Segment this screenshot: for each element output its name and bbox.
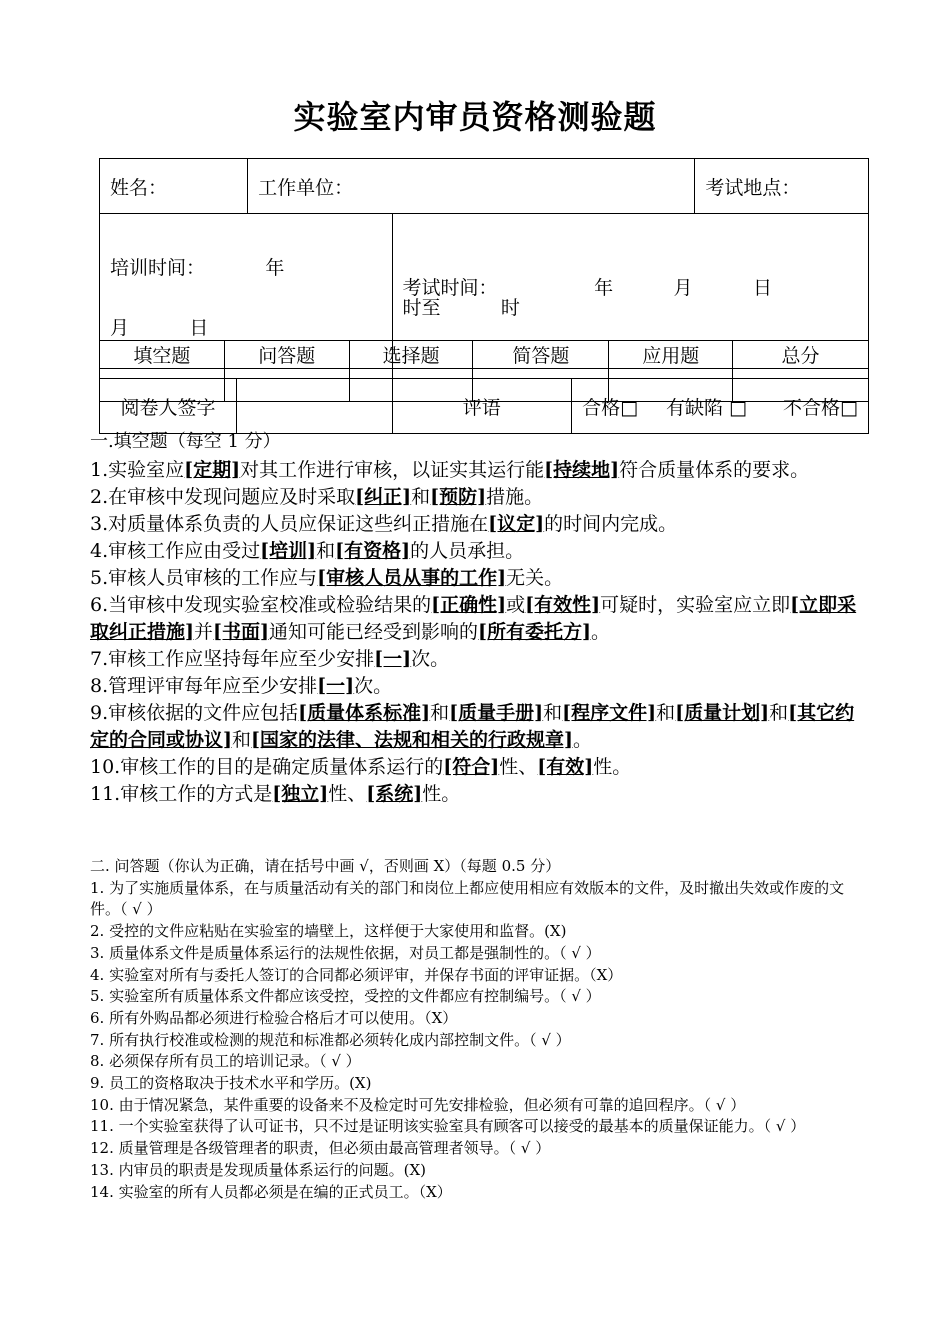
- score-cell-total[interactable]: [733, 369, 869, 402]
- answer-blank: [预防]: [430, 486, 487, 508]
- answer-blank: [程序文件]: [562, 702, 657, 724]
- answer-blank: [系统]: [366, 783, 423, 805]
- true-false-item: 1. 为了实施质量体系，在与质量活动有关的部门和岗位上都应使用相应有效版本的文件，及时撤出失效或作废的文件。（ √ ）: [90, 878, 845, 919]
- answer-blank: [纠正]: [355, 486, 412, 508]
- true-false-item: 11. 一个实验室获得了认可证书，只不过是证明该实验室具有顾客可以接受的最基本的质量保证能力。（ √ ）: [90, 1117, 806, 1136]
- answer-blank: [一]: [374, 648, 412, 670]
- section-fill-blank-heading: 一.填空题（每空 1 分）: [90, 431, 281, 452]
- score-header-short-answer: 简答题: [473, 341, 609, 369]
- question-text: 的人员承担。: [410, 540, 525, 562]
- score-table: [99, 340, 869, 402]
- fill-blank-item: [90, 592, 865, 646]
- question-text: 无关。: [506, 567, 564, 589]
- true-false-item: 9. 员工的资格取决于技术水平和学历。(X): [90, 1074, 372, 1093]
- fill-blank-item: [90, 754, 865, 781]
- question-text: 措施。: [486, 486, 544, 508]
- score-header-choice: 选择题: [349, 341, 473, 369]
- training-time-line1: 培训时间： 年: [110, 257, 285, 279]
- true-false-item: 14. 实验室的所有人员都必须是在编的正式员工。（X）: [90, 1182, 452, 1201]
- exam-time-line1: 考试时间： 年 月 日: [402, 277, 772, 299]
- question-text: 11.审核工作的方式是: [90, 783, 273, 805]
- question-text: 性。: [593, 756, 632, 778]
- fill-blank-item: [90, 781, 865, 808]
- answer-blank: [定期]: [184, 459, 241, 481]
- fill-blank-list: [90, 457, 865, 808]
- answer-blank: [质量体系标准]: [298, 702, 431, 724]
- fill-blank-item: [90, 538, 865, 565]
- question-text: 的时间内完成。: [544, 513, 678, 535]
- answer-blank: [有效性]: [525, 594, 601, 616]
- question-text: 和: [543, 702, 563, 724]
- score-header-application: 应用题: [609, 341, 733, 369]
- name-cell: [100, 159, 248, 214]
- question-text: 10.审核工作的目的是确定质量体系运行的: [90, 756, 444, 778]
- question-text: 符合质量体系的要求。: [619, 459, 810, 481]
- answer-blank: [质量计划]: [675, 702, 770, 724]
- answer-blank: [立即采取纠正措施]: [90, 594, 857, 643]
- fill-blank-item: [90, 646, 865, 673]
- score-cell-application[interactable]: [609, 369, 733, 402]
- score-cell-short-answer[interactable]: [473, 369, 609, 402]
- score-header-total: 总分: [733, 341, 869, 369]
- score-cell-fill-blank[interactable]: [100, 369, 225, 402]
- question-text: 并: [194, 621, 214, 643]
- answer-blank: [书面]: [213, 621, 269, 643]
- answer-blank: [一]: [317, 675, 355, 697]
- exam-location-label: 考试地点：: [705, 176, 801, 199]
- question-text: 性、: [328, 783, 367, 805]
- true-false-item: 12. 质量管理是各级管理者的职责，但必须由最高管理者领导。（ √ ）: [90, 1139, 551, 1158]
- question-text: 和: [769, 702, 789, 724]
- question-text: 6.当审核中发现实验室校准或检验结果的: [90, 594, 432, 616]
- defect-checkbox[interactable]: 有缺陷 □: [666, 396, 748, 419]
- answer-blank: [有资格]: [335, 540, 411, 562]
- grader-signature-label: 阅卷人签字: [120, 396, 216, 419]
- answer-blank: [持续地]: [544, 459, 620, 481]
- fail-checkbox[interactable]: 不合格□: [783, 396, 858, 419]
- question-text: 4.审核工作应由受过: [90, 540, 261, 562]
- exam-time-line2: 时至 时: [402, 297, 520, 319]
- answer-blank: [所有委托方]: [478, 621, 591, 643]
- question-text: 。: [591, 621, 611, 643]
- fill-blank-item: [90, 511, 865, 538]
- question-text: 对其工作进行审核，以证实其运行能: [240, 459, 545, 481]
- question-text: 和: [411, 486, 431, 508]
- score-cell-qa[interactable]: [224, 369, 349, 402]
- score-header-fill-blank: 填空题: [100, 341, 225, 369]
- pass-checkbox[interactable]: 合格□: [582, 396, 639, 419]
- answer-blank: [审核人员从事的工作]: [317, 567, 507, 589]
- question-text: 或: [506, 594, 526, 616]
- answer-blank: [独立]: [272, 783, 329, 805]
- question-text: 3.对质量体系负责的人员应保证这些纠正措施在: [90, 513, 489, 535]
- name-label: 姓名：: [110, 176, 168, 199]
- exam-location-cell: [695, 159, 869, 214]
- question-text: 性、: [499, 756, 538, 778]
- true-false-item: 4. 实验室对所有与委托人签订的合同都必须评审，并保存书面的评审证据。（X）: [90, 965, 623, 984]
- fill-blank-item: [90, 565, 865, 592]
- question-text: 。: [573, 729, 593, 751]
- true-false-item: 5. 实验室所有质量体系文件都应该受控，受控的文件都应有控制编号。（ √ ）: [90, 987, 601, 1006]
- fill-blank-item: [90, 484, 865, 511]
- question-text: 和: [232, 729, 252, 751]
- answer-blank: [正确性]: [431, 594, 507, 616]
- question-text: 1.实验室应: [90, 459, 185, 481]
- answer-blank: [议定]: [488, 513, 545, 535]
- question-text: 和: [430, 702, 450, 724]
- answer-blank: [有效]: [537, 756, 594, 778]
- question-text: 7.审核工作应坚持每年应至少安排: [90, 648, 375, 670]
- true-false-item: 6. 所有外购品都必须进行检验合格后才可以使用。（X）: [90, 1008, 458, 1027]
- question-text: 2.在审核中发现问题应及时采取: [90, 486, 356, 508]
- comment-label: 评语: [462, 396, 501, 419]
- score-header-qa: 问答题: [224, 341, 349, 369]
- true-false-item: 7. 所有执行校准或检测的规范和标准都必须转化成内部控制文件。（ √ ）: [90, 1030, 571, 1049]
- true-false-list: [90, 878, 865, 1204]
- question-text: 和: [656, 702, 676, 724]
- question-text: 8.管理评审每年应至少安排: [90, 675, 318, 697]
- question-text: 次。: [354, 675, 393, 697]
- training-time-line2: 月 日: [110, 317, 209, 339]
- page-title: 实验室内审员资格测验题: [293, 98, 657, 136]
- answer-blank: [其它约定的合同或协议]: [90, 702, 855, 751]
- true-false-item: 13. 内审员的职责是发现质量体系运行的问题。(X): [90, 1160, 427, 1179]
- question-text: 5.审核人员审核的工作应与: [90, 567, 318, 589]
- question-text: 次。: [411, 648, 450, 670]
- true-false-item: 8. 必须保存所有员工的培训记录。（ √ ）: [90, 1052, 361, 1071]
- question-text: 通知可能已经受到影响的: [269, 621, 479, 643]
- fill-blank-item: [90, 673, 865, 700]
- work-unit-cell: [248, 159, 695, 214]
- fill-blank-item: [90, 700, 865, 754]
- section-true-false-heading: 二. 问答题（你认为正确，请在括号中画 √，否则画 X）（每题 0.5 分）: [90, 857, 561, 875]
- section-true-false: [90, 856, 865, 1203]
- section-fill-blank: [90, 430, 865, 808]
- question-text: 9.审核依据的文件应包括: [90, 702, 299, 724]
- answer-blank: [培训]: [260, 540, 317, 562]
- answer-blank: [符合]: [443, 756, 500, 778]
- work-unit-label: 工作单位：: [258, 176, 354, 199]
- true-false-item: 10. 由于情况紧急，某件重要的设备来不及检定时可先安排检验，但必须有可靠的追回程序。（ √ ）: [90, 1095, 746, 1114]
- question-text: 性。: [422, 783, 461, 805]
- score-cell-choice[interactable]: [349, 369, 473, 402]
- question-text: 可疑时，实验室应立即: [600, 594, 791, 616]
- true-false-item: 2. 受控的文件应粘贴在实验室的墙壁上，这样便于大家使用和监督。(X): [90, 922, 567, 941]
- question-text: 和: [316, 540, 336, 562]
- answer-blank: [国家的法律、法规和相关的行政规章]: [251, 729, 573, 751]
- true-false-item: 3. 质量体系文件是质量体系运行的法规性依据，对员工都是强制性的。（ √ ）: [90, 943, 601, 962]
- fill-blank-item: [90, 457, 865, 484]
- answer-blank: [质量手册]: [449, 702, 544, 724]
